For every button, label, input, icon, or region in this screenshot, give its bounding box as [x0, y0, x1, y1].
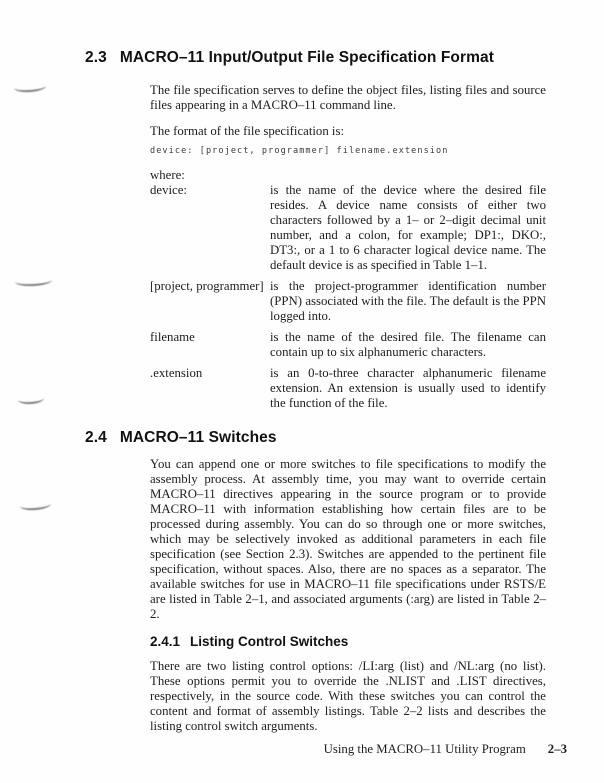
margin-mark — [20, 499, 52, 512]
section-2-4-1-heading — [150, 634, 604, 649]
section-title: Listing Control Switches — [190, 634, 349, 649]
listing-control-paragraph: There are two listing control options: /LI:arg (list) and /NL:arg (no list). These options permit you to override the .NLIST and .LIST directives, respectively, in the source code. With these switches you can control the content and format of assembly listings. Table 2–2 lists and describes the listing control switch arguments. — [150, 659, 546, 733]
definition-description: is an 0-to-three character alphanumeric filename extension. An extension is usually used to identify the function of the file. — [270, 366, 546, 410]
format-intro-paragraph: The format of the file specification is: — [150, 124, 345, 138]
section-number: 2.4.1 — [150, 634, 181, 649]
section-2-4-body — [150, 457, 546, 622]
definition-description: is the project-programmer identification number (PPN) associated with the file. The default is the PPN logged into. — [270, 279, 546, 323]
where-label: where: — [150, 168, 185, 182]
file-spec-code-line: device: [project, programmer] filename.extension — [150, 146, 449, 156]
definition-term: [project, programmer] — [150, 279, 264, 293]
definition-description: is the name of the device where the desired file resides. A device name consists of either two characters followed by a 1– or 2–digit decimal unit number, and a colon, for example; DP1:, DKO:, DT3:, or a 1 to 6 character logical device name. The default device is as specified in Table 1–1. — [270, 183, 546, 272]
section-title: MACRO–11 Input/Output File Specification Format — [119, 49, 495, 66]
section-number: 2.3 — [85, 49, 107, 66]
margin-mark — [14, 81, 47, 93]
section-title: MACRO–11 Switches — [119, 429, 277, 446]
page-footer — [324, 742, 567, 757]
section-2-4-heading — [85, 430, 604, 446]
section-2-3-body — [150, 83, 546, 411]
page-number: 2–3 — [547, 742, 567, 756]
definition-term: filename — [150, 330, 195, 344]
switches-paragraph: You can append one or more switches to file specifications to modify the assembly process. At assembly time, you may want to override certain MACRO–11 directives appearing in the source program or to provide MACRO–11 with information establishing how certain files are to be processed during assembly. You can do so through one or more switches, which may be selectively invoked as additional parameters in each file specification (see Section 2.3). Switches are appended to the pertinent file specification, without spaces. Also, there are no spaces as a separator. The available switches for use in MACRO–11 file specifications under RSTS/E are listed in Table 2–1, and associated arguments (:arg) are listed in Table 2–2. — [150, 457, 546, 621]
section-number: 2.4 — [85, 429, 107, 446]
margin-mark — [18, 393, 45, 405]
section-2-4-1-body — [150, 659, 546, 734]
definition-list — [150, 183, 546, 411]
definition-description: is the name of the desired file. The filename can contain up to six alphanumeric characters. — [270, 330, 546, 359]
definition-term: .extension — [150, 366, 203, 380]
definition-term: device: — [150, 183, 187, 197]
section-2-3-heading — [85, 50, 604, 66]
margin-mark — [15, 275, 52, 287]
footer-running-title: Using the MACRO–11 Utility Program — [323, 742, 526, 756]
intro-paragraph: The file specification serves to define the object files, listing files and source files appearing in a MACRO–11 command line. — [150, 83, 546, 112]
